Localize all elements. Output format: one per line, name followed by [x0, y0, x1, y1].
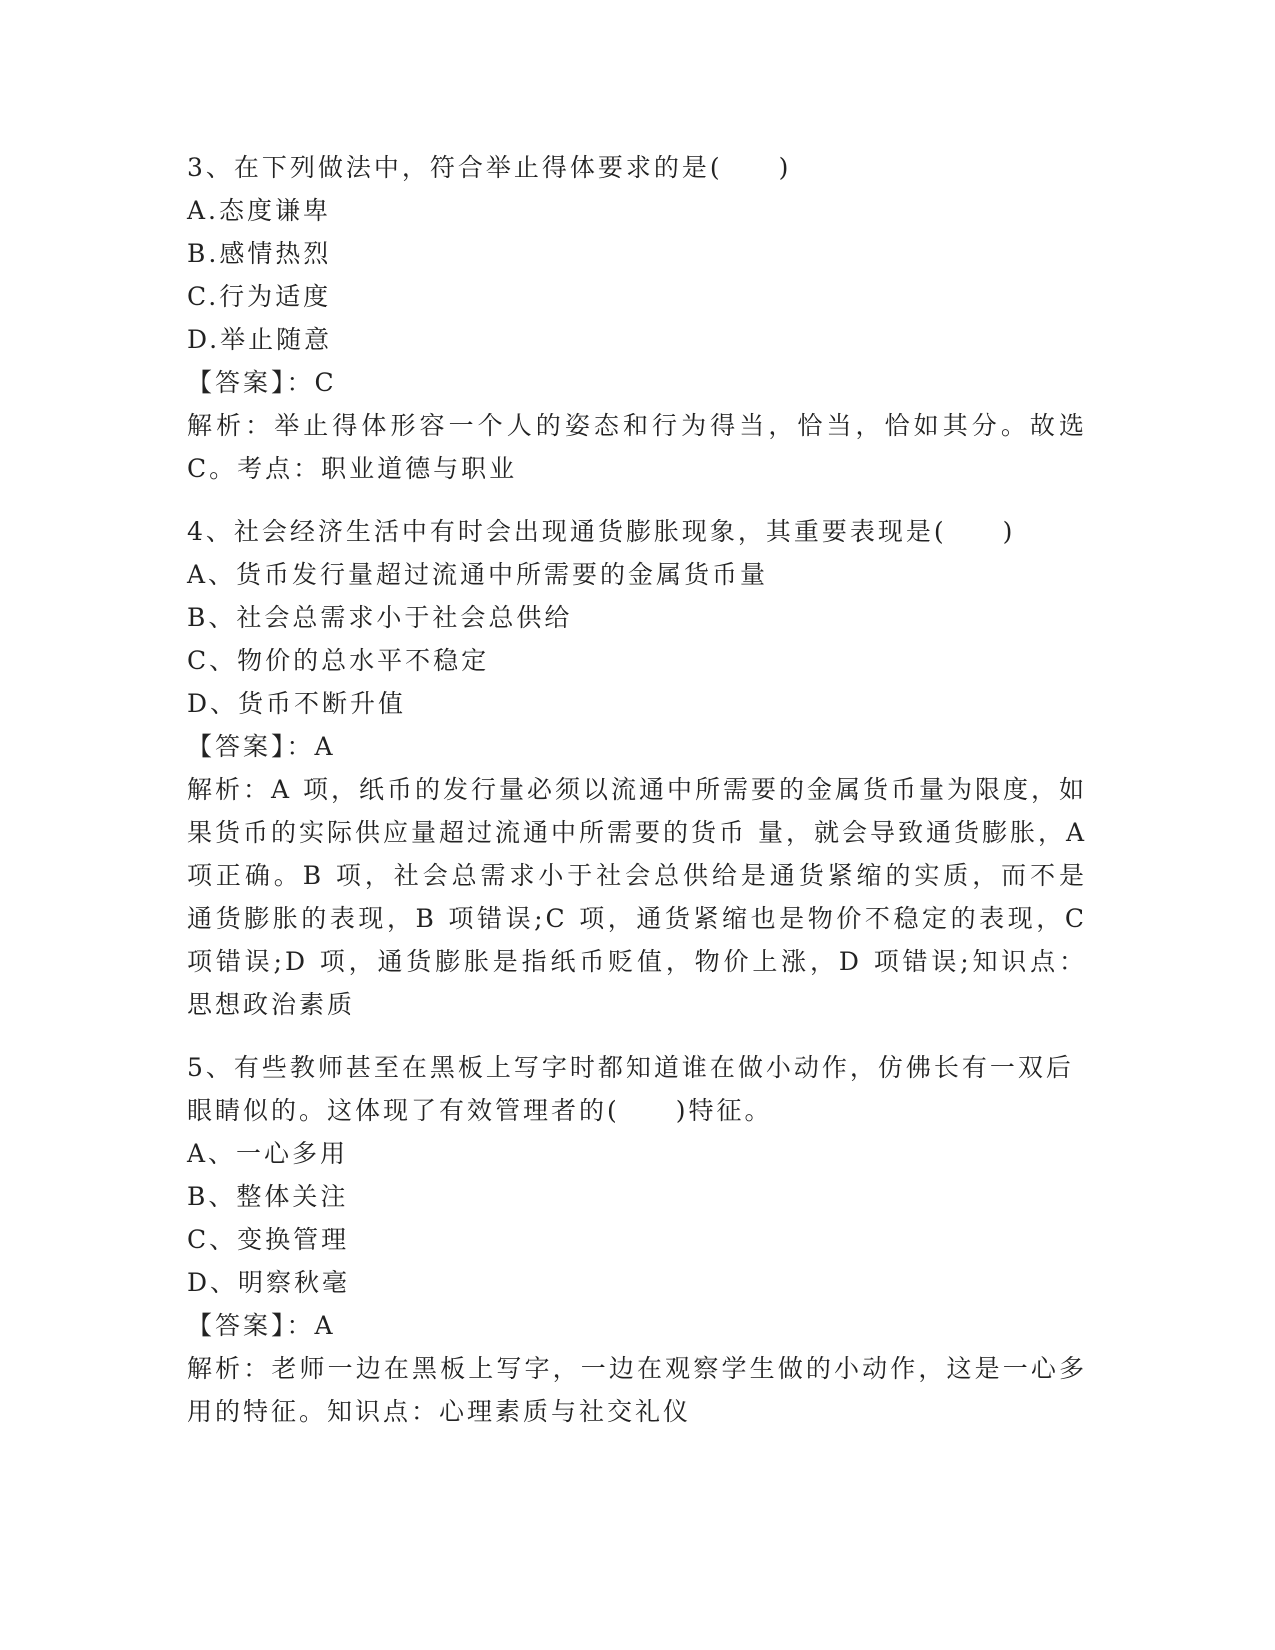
answer: 【答案】：C: [187, 368, 337, 397]
question-3: [187, 146, 1087, 490]
option-d: D.举止随意: [187, 325, 333, 354]
explanation: 解析：老师一边在黑板上写字，一边在观察学生做的小动作，这是一心多用的特征。知识点：心理素质与社交礼仪: [187, 1354, 1087, 1426]
option-c: C、变换管理: [187, 1225, 350, 1254]
explanation: 解析：举止得体形容一个人的姿态和行为得当，恰当，恰如其分。故选 C。考点：职业道德与职业: [187, 411, 1087, 483]
explanation: 解析：A 项，纸币的发行量必须以流通中所需要的金属货币量为限度，如果货币的实际供应量超过流通中所需要的货币 量，就会导致通货膨胀，A 项正确。B 项，社会总需求小于社会总供给是通货紧缩的实质，而不是通货膨胀的表现，B 项错误;C 项，通货紧缩也是物价不稳定的表现，C 项错误;D 项，通货膨胀是指纸币贬值，物价上涨，D 项错误;知识点：思想政治素质: [187, 775, 1088, 1019]
question-4: [187, 510, 1087, 1026]
question-list: [187, 146, 1087, 1453]
question-5: [187, 1046, 1087, 1433]
answer: 【答案】：A: [187, 1311, 336, 1340]
option-c: C.行为适度: [187, 282, 332, 311]
option-d: D、货币不断升值: [187, 689, 407, 718]
option-b: B.感情热烈: [187, 239, 332, 268]
question-stem: 3、在下列做法中，符合举止得体要求的是( ): [187, 153, 792, 182]
option-c: C、物价的总水平不稳定: [187, 646, 490, 675]
option-b: B、整体关注: [187, 1182, 349, 1211]
answer: 【答案】：A: [187, 732, 336, 761]
option-a: A、货币发行量超过流通中所需要的金属货币量: [187, 560, 769, 589]
option-a: A、一心多用: [187, 1139, 349, 1168]
question-stem: 5、有些教师甚至在黑板上写字时都知道谁在做小动作，仿佛长有一双后眼睛似的。这体现了有效管理者的( )特征。: [187, 1053, 1074, 1125]
option-a: A.态度谦卑: [187, 196, 332, 225]
option-b: B、社会总需求小于社会总供给: [187, 603, 573, 632]
question-stem: 4、社会经济生活中有时会出现通货膨胀现象，其重要表现是( ): [187, 517, 1016, 546]
option-d: D、明察秋毫: [187, 1268, 351, 1297]
